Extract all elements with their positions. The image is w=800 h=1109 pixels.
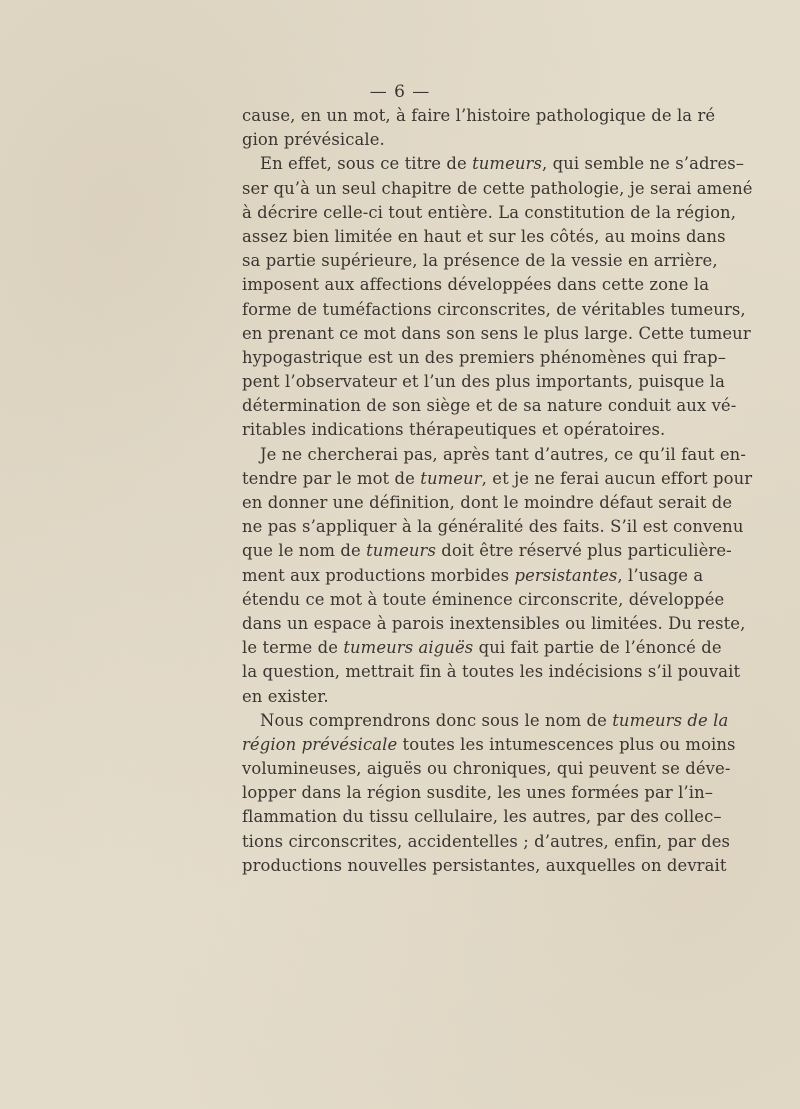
text-line bbox=[242, 394, 737, 418]
text-line bbox=[242, 539, 732, 563]
italic-term: tumeurs aiguës bbox=[343, 638, 474, 658]
text-line bbox=[242, 418, 694, 442]
text-line bbox=[242, 225, 726, 249]
text-line bbox=[242, 612, 746, 636]
text-line bbox=[242, 854, 727, 878]
text-line bbox=[242, 346, 727, 370]
italic-term: tumeurs bbox=[472, 154, 542, 174]
text-line bbox=[242, 805, 722, 829]
text-line bbox=[242, 201, 737, 225]
text-run: ne pas s’appliquer à la généralité des faits. S’il est convenu bbox=[242, 517, 744, 537]
italic-term: tumeur bbox=[420, 468, 482, 488]
text-run: toutes les intumescences plus ou moins bbox=[397, 734, 736, 754]
text-line bbox=[242, 177, 753, 201]
text-line bbox=[242, 781, 714, 805]
text-run: doit être réservé plus particulière- bbox=[435, 541, 732, 561]
text-line bbox=[242, 249, 718, 273]
text-run: En effet, sous ce titre de bbox=[260, 154, 473, 174]
text-run: imposent aux affections développées dans cette zone la bbox=[242, 275, 710, 295]
text-run: productions nouvelles persistantes, auxquelles on devrait bbox=[242, 855, 727, 875]
text-run: flammation du tissu cellulaire, les autres, par des collec– bbox=[242, 807, 722, 827]
italic-term: persistantes bbox=[514, 565, 618, 585]
text-line bbox=[242, 588, 725, 612]
text-line bbox=[242, 515, 744, 539]
text-line bbox=[242, 152, 745, 176]
text-line bbox=[242, 564, 704, 588]
text-run: ser qu’à un seul chapitre de cette pathologie, je serai amené bbox=[242, 178, 753, 198]
text-run: pent l’observateur et l’un des plus importants, puisque la bbox=[242, 372, 726, 392]
text-line bbox=[242, 322, 751, 346]
text-line bbox=[242, 273, 710, 297]
text-line bbox=[242, 298, 746, 322]
text-line bbox=[242, 830, 731, 854]
text-run: Nous comprendrons donc sous le nom de bbox=[260, 710, 613, 730]
text-line bbox=[242, 733, 736, 757]
text-run: le terme de bbox=[242, 638, 344, 658]
text-line bbox=[242, 685, 694, 709]
text-run: lopper dans la région susdite, les unes formées par l’in– bbox=[242, 783, 714, 803]
text-run: en donner une définition, dont le moindre défaut serait de bbox=[242, 493, 733, 512]
text-run: étendu ce mot à toute éminence circonscrite, développée bbox=[242, 589, 725, 609]
text-run: sa partie supérieure, la présence de la vessie en arrière, bbox=[242, 251, 718, 271]
text-run: , l’usage a bbox=[617, 565, 704, 585]
text-run: la question, mettrait fin à toutes les indécisions s’il pouvait bbox=[242, 662, 741, 682]
text-run: qui fait partie de l’énoncé de bbox=[473, 638, 722, 658]
italic-term: tumeurs de la bbox=[612, 710, 729, 730]
text-run: tions circonscrites, accidentelles ; d’autres, enfin, par des bbox=[242, 831, 731, 851]
page-number: — 6 — bbox=[369, 82, 431, 102]
text-line bbox=[242, 709, 729, 733]
text-run: Je ne chercherai pas, après tant d’autres, ce qu’il faut en- bbox=[260, 444, 746, 464]
text-run: assez bien limitée en haut et sur les côtés, au moins dans bbox=[242, 226, 726, 246]
italic-term: tumeurs bbox=[366, 541, 436, 561]
text-run: à décrire celle-ci tout entière. La constitution de la région, bbox=[242, 202, 737, 222]
text-line bbox=[242, 443, 746, 467]
text-run: gion prévésicale. bbox=[242, 130, 385, 150]
text-run: volumineuses, aiguës ou chroniques, qui peuvent se déve- bbox=[242, 759, 731, 779]
italic-term: région prévésicale bbox=[242, 734, 398, 754]
text-line bbox=[242, 467, 753, 491]
text-run: , et je ne ferai aucun effort pour bbox=[481, 468, 753, 488]
text-line bbox=[242, 660, 741, 684]
text-run: ment aux productions morbides bbox=[242, 565, 515, 585]
text-line bbox=[242, 757, 731, 781]
text-run: ritables indications thérapeutiques et opératoires. bbox=[242, 420, 666, 440]
text-run: , qui semble ne s’adres– bbox=[541, 154, 745, 174]
text-run: dans un espace à parois inextensibles ou limitées. Du reste, bbox=[242, 613, 746, 633]
text-line bbox=[242, 104, 716, 128]
text-run: détermination de son siège et de sa nature conduit aux vé- bbox=[242, 396, 737, 416]
text-line bbox=[242, 636, 722, 660]
text-run: en exister. bbox=[242, 686, 329, 706]
text-run: tendre par le mot de bbox=[242, 468, 421, 488]
text-run: hypogastrique est un des premiers phénomènes qui frap– bbox=[242, 347, 727, 367]
text-run: cause, en un mot, à faire l’histoire pathologique de la ré bbox=[242, 106, 716, 125]
text-line bbox=[242, 128, 694, 152]
text-run: en prenant ce mot dans son sens le plus large. Cette tumeur bbox=[242, 323, 751, 343]
text-run: forme de tuméfactions circonscrites, de véritables tumeurs, bbox=[242, 299, 746, 319]
text-run: que le nom de bbox=[242, 541, 367, 561]
text-line bbox=[242, 491, 733, 515]
body-text bbox=[242, 104, 753, 878]
text-line bbox=[242, 370, 726, 394]
